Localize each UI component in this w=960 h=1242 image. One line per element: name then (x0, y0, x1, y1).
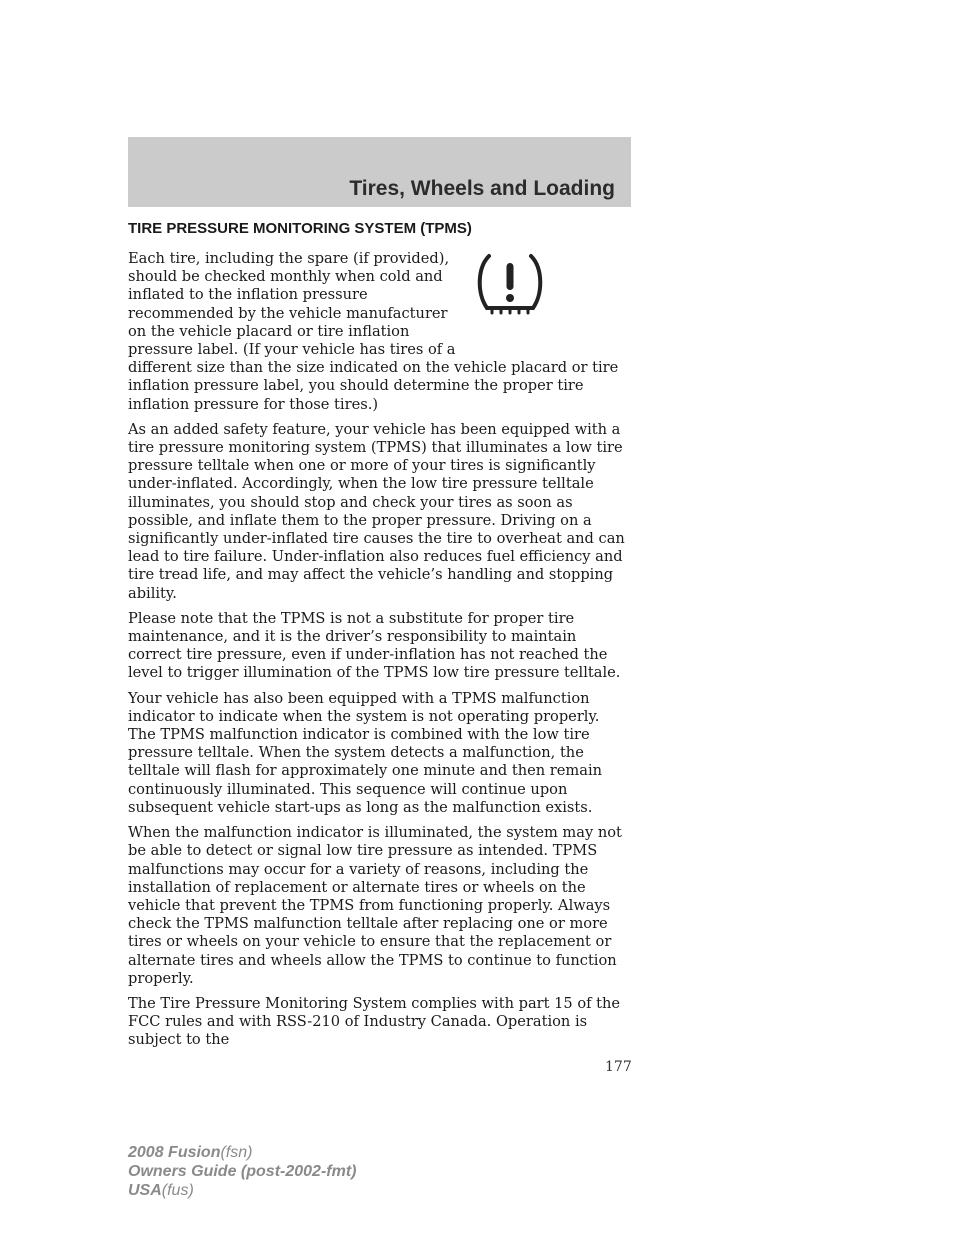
document-footer (128, 1143, 356, 1200)
section-heading: TIRE PRESSURE MONITORING SYSTEM (TPMS) (128, 220, 472, 237)
paragraph-tpms-feature: As an added safety feature, your vehicle has been equipped with a tire pressure monitoring system (TPMS) that illuminates a low tire pressure telltale when one or more of your tires is significantly under-inflated. Accordingly, when the low tire pressure telltale illuminates, you should stop and check your tires as soon as possible, and inflate them to the proper pressure. Driving on a significantly under-inflated tire causes the tire to overheat and can lead to tire failure. Under-inflation also reduces fuel efficiency and tire tread life, and may affect the vehicle’s handling and stopping ability. (128, 420, 625, 602)
icon-wrap-spacer (465, 250, 631, 342)
paragraph-tire-check: Each tire, including the spare (if provided), should be checked monthly when cold and inflated to the inflation pressure recommended by the vehicle manufacturer on the vehicle placard or tire inflation pressure label. (If your vehicle has tires of a different size than the size indicated on the vehicle placard or tire inflation pressure label, you should determine the proper tire inflation pressure for those tires.) (128, 250, 619, 413)
footer-line-1 (128, 1143, 356, 1162)
footer-market: USA (128, 1182, 162, 1199)
paragraph-malfunction-causes: When the malfunction indicator is illuminated, the system may not be able to detect or signal low tire pressure as intended. TPMS malfunctions may occur for a variety of reasons, including the installation of replacement or alternate tires or wheels on the vehicle that prevent the TPMS from functioning properly. Always check the TPMS malfunction telltale after replacing one or more tires or wheels on your vehicle to ensure that the replacement or alternate tires and wheels allow the TPMS to continue to function properly. (128, 824, 622, 987)
paragraph-malfunction-indicator: Your vehicle has also been equipped with a TPMS malfunction indicator to indicate when the system is not operating properly. The TPMS malfunction indicator is combined with the low tire pressure telltale. When the system detects a malfunction, the telltale will flash for approximately one minute and then remain continuously illuminated. This sequence will continue upon subsequent vehicle start-ups as long as the malfunction exists. (128, 689, 603, 816)
chapter-header-band (128, 137, 631, 207)
footer-line-2: Owners Guide (post-2002-fmt) (128, 1163, 357, 1180)
paragraph-maintenance-note: Please note that the TPMS is not a substitute for proper tire maintenance, and it is the driver’s responsibility to maintain correct tire pressure, even if under-inflation has not reached the level to trigger illumination of the TPMS low tire pressure telltale. (128, 609, 621, 682)
footer-line-3 (128, 1181, 356, 1200)
page-number: 177 (605, 1059, 632, 1075)
body-text (128, 250, 631, 1057)
paragraph-fcc-compliance: The Tire Pressure Monitoring System complies with part 15 of the FCC rules and with RSS-210 of Industry Canada. Operation is subject to the (128, 994, 621, 1049)
footer-market-code: (fus) (161, 1182, 194, 1199)
footer-model-code: (fsn) (220, 1144, 253, 1161)
chapter-title: Tires, Wheels and Loading (349, 177, 615, 200)
footer-model: 2008 Fusion (128, 1144, 221, 1161)
